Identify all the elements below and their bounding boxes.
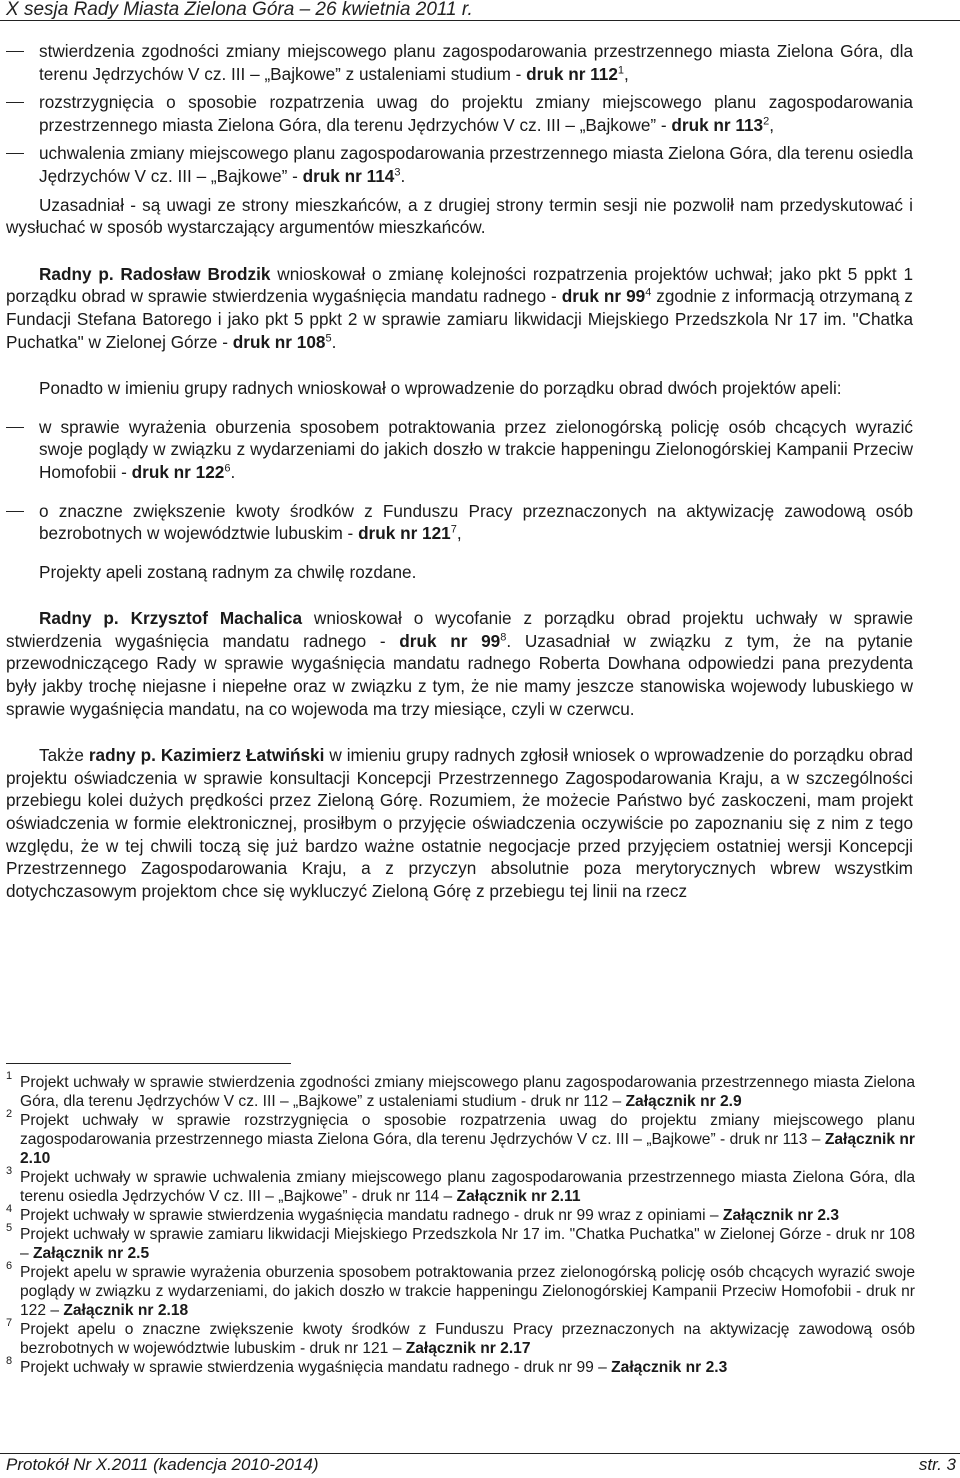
paragraph-machalica: Radny p. Krzysztof Machalica wnioskował o wycofanie z porządku obrad projektu uchwały w sprawie stwierdzenia wygaśnięcia mandatu radnego - druk nr $99^8$. Uzasadniał w związku z tym, że na pytanie przewodniczącego Rady w sprawie wygaśnięcia mandatu radnego Roberta Dowhana odpowiedzi pana prezydenta były jakby trochę niejasne i niepełne oraz w związku z tym, że nie mamy jeszcze stanowiska wojewody lubuskiego w sprawie wygaśnięcia mandatu, na co wojewoda ma trzy miesiące, czyli w czerwcu. [6, 608, 914, 719]
footer-protocol: Protokół Nr X.2011 (kadencja 2010-2014) [6, 1455, 319, 1474]
footnote: 4 Projekt uchwały w sprawie stwierdzenia wygaśnięcia mandatu radnego - druk nr 99 wraz z opiniami – Załącznik nr 2.3 [6, 1203, 840, 1224]
document-body [6, 40, 913, 902]
dash-bullet [6, 427, 24, 428]
dash-bullet [6, 153, 24, 154]
paragraph-ponadto: Ponadto w imieniu grupy radnych wnioskował o wprowadzenie do porządku obrad dwóch projektów apeli: [39, 378, 842, 399]
paragraph-projekty: Projekty apeli zostaną radnym za chwilę rozdane. [39, 561, 417, 582]
page-header [0, 0, 960, 21]
dash-bullet [6, 51, 24, 52]
footnotes [6, 1070, 915, 1377]
footnote: 5 Projekt uchwały w sprawie zamiaru likwidacji Miejskiego Przedszkola Nr 17 im. "Chatka Puchatka" w Zielonej Górze - druk nr 108 – Załącznik nr 2.5 [6, 1222, 915, 1262]
dash-bullet [6, 511, 24, 512]
footnote: 6 Projekt apelu w sprawie wyrażenia oburzenia sposobem potraktowania przez zielonogórską policję osób chcących wyrazić swoje poglądy w związku z wydarzeniami, do jakich doszło w trakcie happeningu Zielonogórskiej Kampanii Przeciw Homofobii - druk nr 122 – Załącznik nr 2.18 [6, 1260, 915, 1319]
footnote: 3 Projekt uchwały w sprawie uchwalenia zmiany miejscowego planu zagospodarowania przestrzennego miasta Zielona Góra, dla terenu osiedla Jędrzychów V cz. III – „Bajkowe” - druk nr 114 – Załącznik nr 2.11 [6, 1165, 915, 1205]
list-item: uchwalenia zmiany miejscowego planu zagospodarowania przestrzennego miasta Zielona Góra, dla terenu osiedla Jędrzychów V cz. III – „Bajkowe” - druk nr $114^3$. [6, 142, 913, 187]
paragraph-latwinski: Także radny p. Kazimierz Łatwiński w imieniu grupy radnych zgłosił wniosek o wprowadzenie do porządku obrad projektu oświadczenia w sprawie konsultacji Koncepcji Przestrzennego Zagospodarowania Kraju, a w szczególności przebiegu kolei dużych prędkości przez Zieloną Górę. Rozumiem, że możecie Państwo być zaskoczeni, mam projekt oświadczenia w formie elektronicznej, prosiłbym o przyjęcie oświadczenia oczywiście po zapoznaniu się z nim z tego względu, że w tej chwili toczą się już bardzo ważne ostatnie negocjacje przed przyjęciem ostatniej wersji Koncepcji Przestrzennego Zagospodarowania Kraju, a z przyczyn absolutnie poza merytorycznych wbrew wszystkim dotychczasowym projektom chce się wykluczyć Zieloną Górę z przebiegu tej linii na rzecz [6, 745, 913, 901]
list-item: o znaczne zwiększenie kwoty środków z Funduszu Pracy przeznaczonych na aktywizację zawodową osób bezrobotnych w województwie lubuskim - druk nr $121^7$, [6, 500, 913, 545]
footnote: 7 Projekt apelu o znaczne zwiększenie kwoty środków z Funduszu Pracy przeznaczonych na aktywizację zawodową osób bezrobotnych w województwie lubuskim - druk nr 121 – Załącznik nr 2.17 [6, 1317, 915, 1357]
header-title: X sesja Rady Miasta Zielona Góra – 26 kwietnia 2011 r. [6, 0, 473, 20]
footnote-separator [6, 1063, 291, 1064]
paragraph-brodzik: Radny p. Radosław Brodzik wnioskował o zmianę kolejności rozpatrzenia projektów uchwał; jako pkt 5 ppkt 1 porządku obrad w sprawie stwierdzenia wygaśnięcia mandatu radnego - druk nr $99^4$ zgodnie z informacją otrzymaną z Fundacji Stefana Batorego i jako pkt 5 ppkt 2 w sprawie zamiaru likwidacji Miejskiego Przedszkola Nr 17 im. "Chatka Puchatka" w Zielonej Górze - druk nr $108^5$. [6, 263, 914, 352]
footnote: 8 Projekt uchwały w sprawie stwierdzenia wygaśnięcia mandatu radnego - druk nr 99 – Załącznik nr 2.3 [6, 1355, 728, 1376]
page-footer [0, 1453, 960, 1478]
footnote: 2 Projekt uchwały w sprawie rozstrzygnięcia o sposobie rozpatrzenia uwag do projektu zmiany miejscowego planu zagospodarowania przestrzennego miasta Zielona Góra, dla terenu Jędrzychów V cz. III – „Bajkowe” - druk nr 113 – Załącznik nr 2.10 [6, 1108, 915, 1167]
footnote: 1 Projekt uchwały w sprawie stwierdzenia zgodności zmiany miejscowego planu zagospodarowania przestrzennego miasta Zielona Góra, dla terenu Jędrzychów V cz. III – „Bajkowe” z ustaleniami studium - druk nr 112 – Załącznik nr 2.9 [6, 1070, 915, 1110]
paragraph-uzasadnial: Uzasadniał - są uwagi ze strony mieszkańców, a z drugiej strony termin sesji nie pozwolił nam przedyskutować i wysłuchać w sposób wystarczający argumentów mieszkańców. [6, 194, 913, 238]
list-item: stwierdzenia zgodności zmiany miejscowego planu zagospodarowania przestrzennego miasta Zielona Góra, dla terenu Jędrzychów V cz. III – „Bajkowe” z ustaleniami studium - druk nr $112^1$, [6, 40, 913, 85]
list-item: rozstrzygnięcia o sposobie rozpatrzenia uwag do projektu zmiany miejscowego planu zagospodarowania przestrzennego miasta Zielona Góra, dla terenu Jędrzychów V cz. III – „Bajkowe” - druk nr $113^2$, [6, 91, 913, 136]
list-item: w sprawie wyrażenia oburzenia sposobem potraktowania przez zielonogórską policję osób chcących wyrazić swoje poglądy w związku z wydarzeniami do jakich doszło w trakcie happeningu Zielonogórskiej Kampanii Przeciw Homofobii - druk nr $122^6$. [6, 416, 913, 484]
dash-bullet [6, 102, 24, 103]
page-number: str. 3 [918, 1455, 956, 1474]
